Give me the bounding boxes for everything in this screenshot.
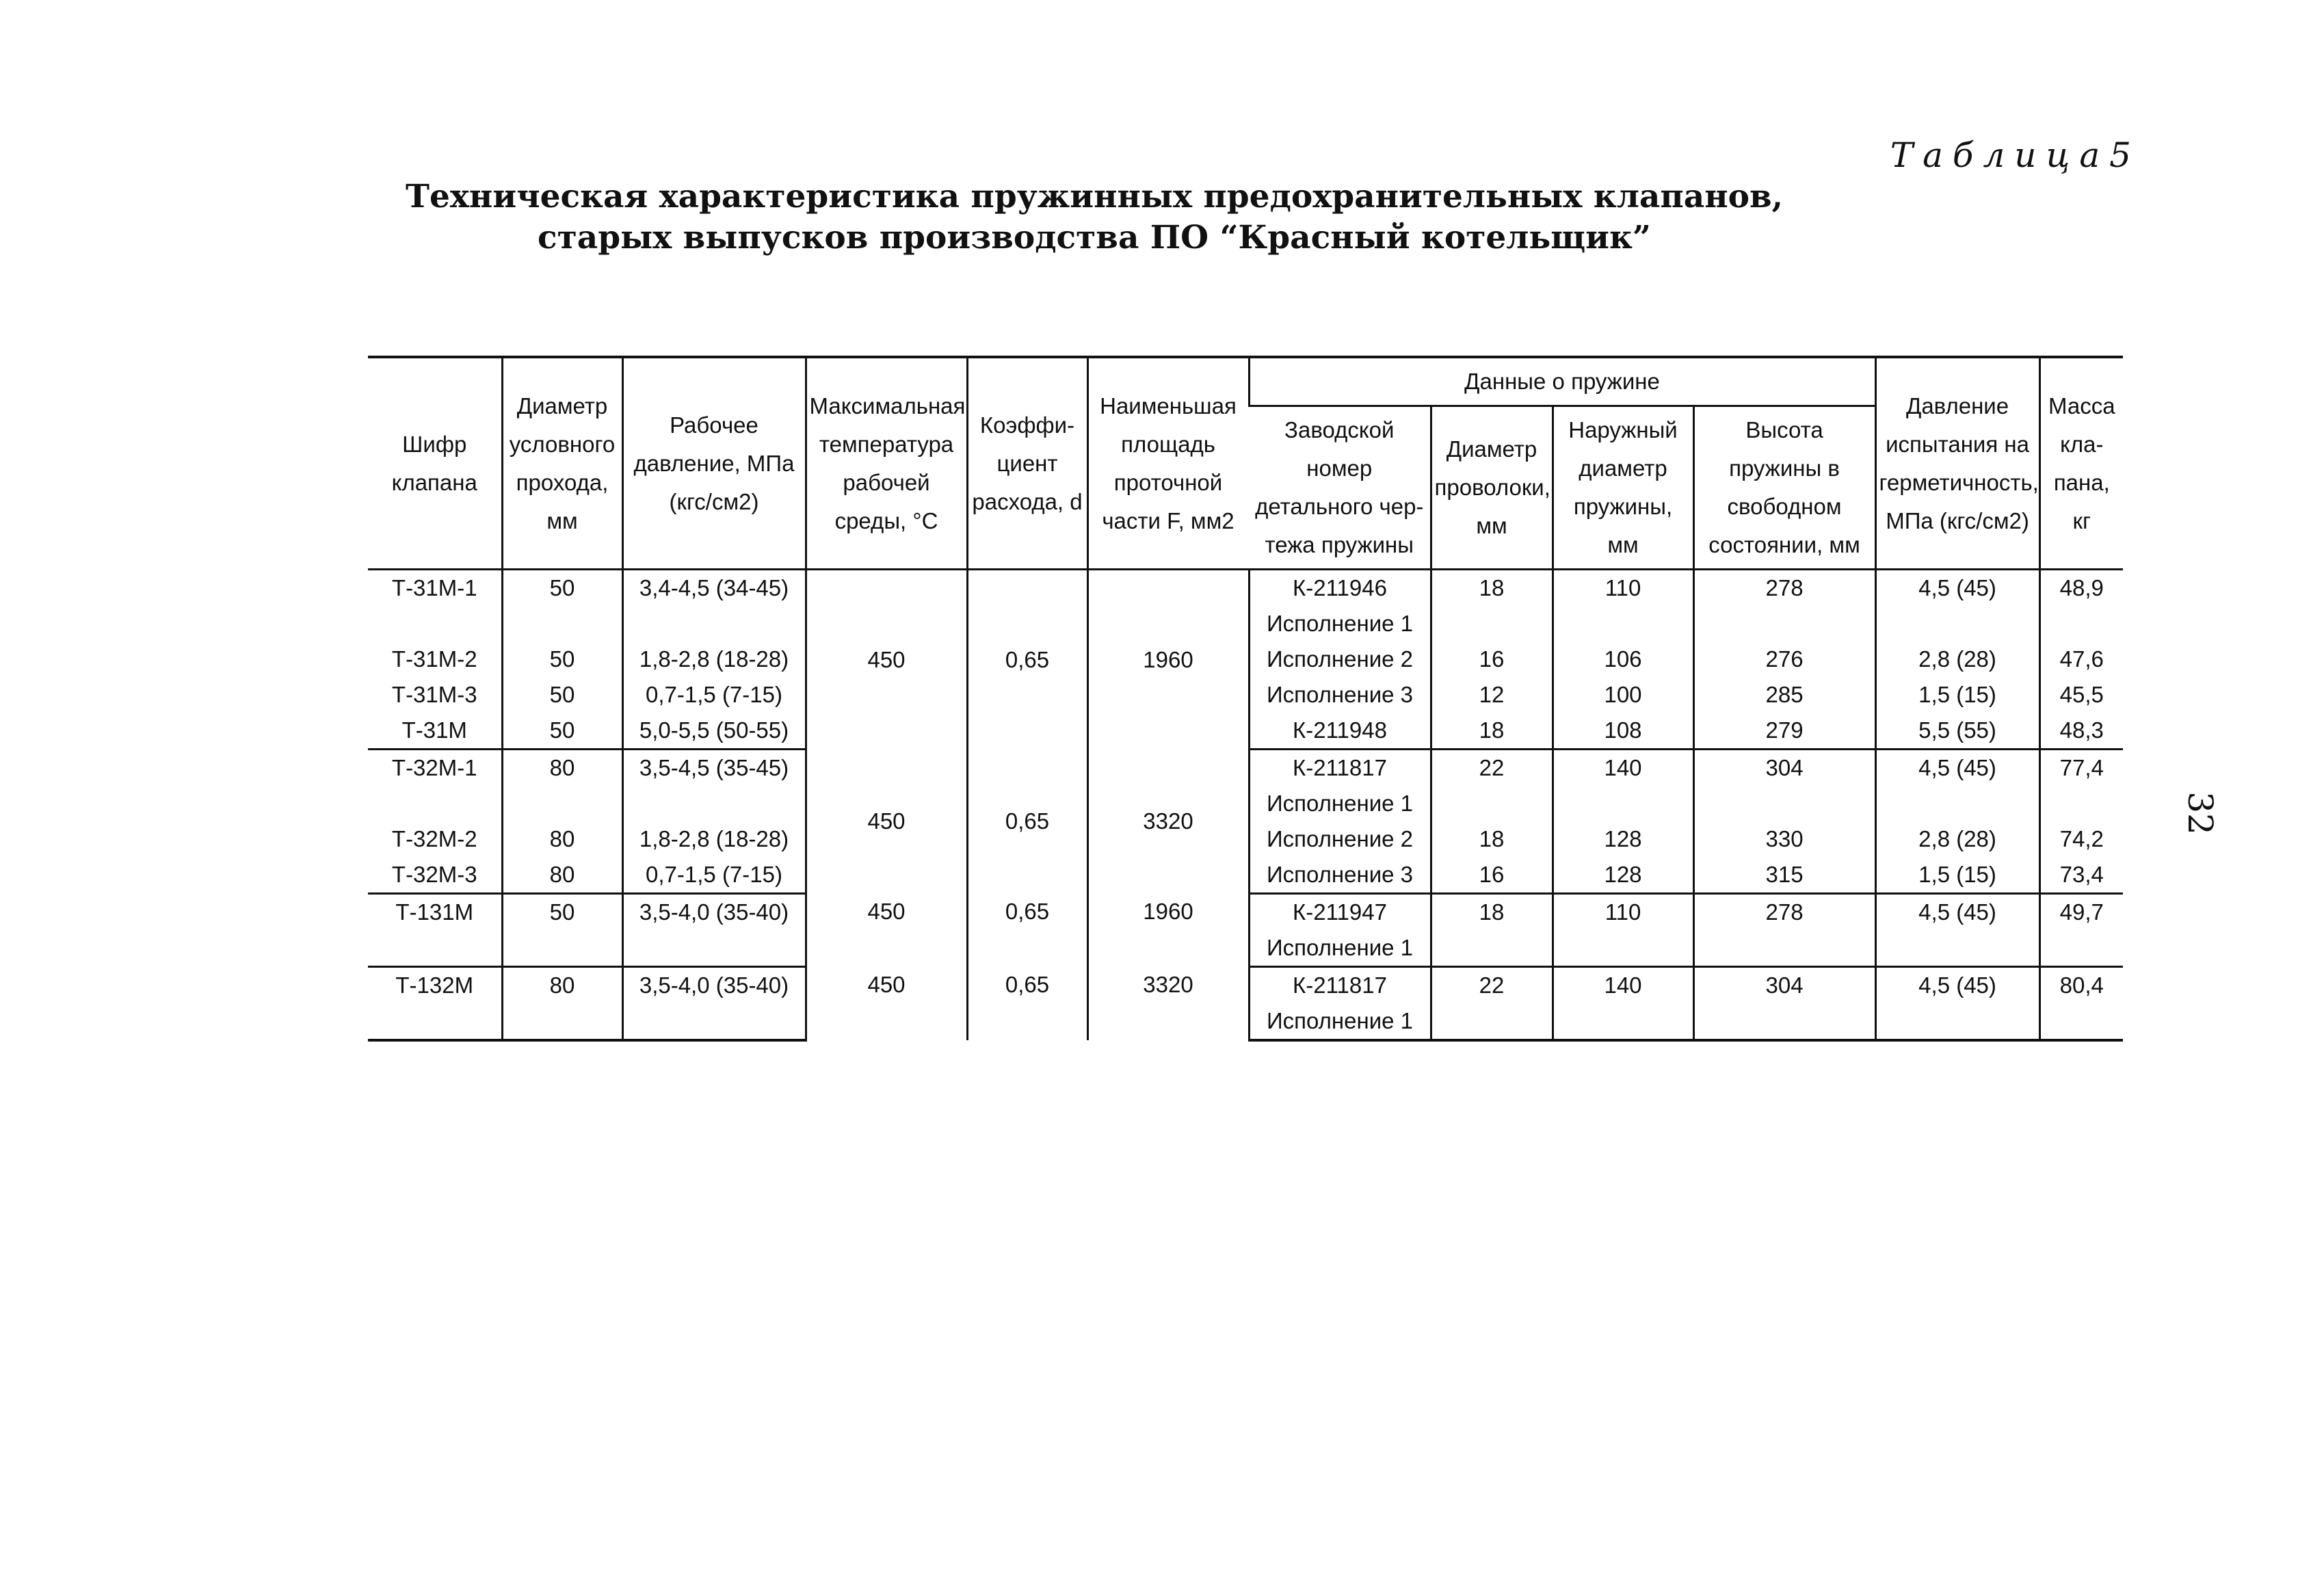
cell-height: 304 <box>1693 750 1875 786</box>
header-temperature: Максимальная температура рабочей среды, °С <box>806 357 967 570</box>
cell-mass: 49,7 <box>2039 894 2123 931</box>
cell-spring: Исполнение 1 <box>1249 930 1431 967</box>
cell-mass: 77,4 <box>2039 750 2123 786</box>
cell-code: Т-31М-2 <box>391 646 477 672</box>
cell-pressure: 3,5-4,5 (35-45) <box>622 750 806 786</box>
cell-code: Т-132М <box>395 972 474 998</box>
cell-temperature: 450 <box>806 967 967 1041</box>
cell-height <box>1693 930 1875 967</box>
cell-outer <box>1553 606 1693 641</box>
cell-test: 4,5 (45) <box>1875 750 2039 786</box>
cell-height: 285 <box>1693 677 1875 713</box>
cell-mass <box>2039 930 2123 967</box>
cell-wire: 18 <box>1431 570 1553 607</box>
cell-coefficient: 0,65 <box>967 967 1087 1041</box>
cell-mass <box>2039 606 2123 641</box>
cell-temperature: 450 <box>806 570 967 750</box>
cell-test: 1,5 (15) <box>1875 857 2039 894</box>
cell-wire: 16 <box>1431 641 1553 677</box>
cell-test: 2,8 (28) <box>1875 641 2039 677</box>
cell-code: Т-31М-3 <box>391 682 477 707</box>
cell-wire <box>1431 786 1553 821</box>
cell-test <box>1875 786 2039 821</box>
cell-pressure <box>622 786 806 821</box>
cell-mass: 48,3 <box>2039 713 2123 750</box>
cell-test <box>1875 606 2039 641</box>
cell-wire: 12 <box>1431 677 1553 713</box>
cell-test: 2,8 (28) <box>1875 821 2039 857</box>
cell-outer: 106 <box>1553 641 1693 677</box>
cell-mass <box>2039 1003 2123 1040</box>
cell-outer: 108 <box>1553 713 1693 750</box>
header-coefficient: Коэффи-циент расхода, d <box>967 357 1087 570</box>
cell-outer: 110 <box>1553 570 1693 607</box>
cell-spring: Исполнение 3 <box>1249 677 1431 713</box>
header-spring-number: Заводской номер детального чер-тежа пружины <box>1249 406 1431 570</box>
cell-outer: 140 <box>1553 750 1693 786</box>
cell-outer <box>1553 786 1693 821</box>
cell-height: 278 <box>1693 570 1875 607</box>
cell-area: 3320 <box>1087 750 1249 894</box>
table-row <box>368 570 2123 607</box>
cell-height <box>1693 1003 1875 1040</box>
cell-diameter <box>502 786 622 821</box>
table-title-line-1: Техническая характеристика пружинных предохранительных клапанов, <box>406 178 1783 215</box>
cell-spring: Исполнение 1 <box>1249 1003 1431 1040</box>
cell-test <box>1875 930 2039 967</box>
cell-pressure: 5,0-5,5 (50-55) <box>622 713 806 750</box>
cell-mass: 74,2 <box>2039 821 2123 857</box>
cell-spring: К-211817 <box>1249 750 1431 786</box>
cell-wire: 18 <box>1431 894 1553 931</box>
cell-spring: Исполнение 1 <box>1249 786 1431 821</box>
cell-pressure: 3,4-4,5 (34-45) <box>622 570 806 607</box>
cell-pressure: 3,5-4,0 (35-40) <box>622 967 806 1004</box>
header-pressure: Рабочее давление, МПа (кгс/см2) <box>622 357 806 570</box>
cell-wire <box>1431 1003 1553 1040</box>
table-row <box>368 967 2123 1004</box>
cell-spring: К-211948 <box>1249 713 1431 750</box>
cell-spring: Исполнение 3 <box>1249 857 1431 894</box>
page-number: 32 <box>2180 791 2220 835</box>
cell-wire <box>1431 606 1553 641</box>
cell-wire: 18 <box>1431 713 1553 750</box>
cell-spring: К-211946 <box>1249 570 1431 607</box>
cell-diameter: 50 <box>502 641 622 677</box>
cell-pressure: 1,8-2,8 (18-28) <box>622 821 806 857</box>
cell-code <box>368 606 502 641</box>
cell-test: 4,5 (45) <box>1875 894 2039 931</box>
cell-outer: 110 <box>1553 894 1693 931</box>
header-wire-diameter: Диаметр проволоки, мм <box>1431 406 1553 570</box>
cell-outer: 140 <box>1553 967 1693 1004</box>
cell-coefficient: 0,65 <box>967 894 1087 967</box>
cell-diameter: 50 <box>502 677 622 713</box>
cell-pressure <box>622 1003 806 1040</box>
cell-code: Т-31М <box>368 713 502 750</box>
cell-mass: 48,9 <box>2039 570 2123 607</box>
cell-code: Т-32М-3 <box>368 857 502 894</box>
cell-test: 5,5 (55) <box>1875 713 2039 750</box>
cell-code: Т-31М-1 <box>391 575 477 600</box>
cell-diameter <box>502 1003 622 1040</box>
cell-diameter: 50 <box>502 713 622 750</box>
cell-height: 276 <box>1693 641 1875 677</box>
cell-spring: К-211817 <box>1249 967 1431 1004</box>
cell-diameter: 80 <box>502 821 622 857</box>
cell-code <box>368 786 502 821</box>
table-body <box>368 570 2123 1041</box>
cell-temperature: 450 <box>806 750 967 894</box>
cell-wire <box>1431 930 1553 967</box>
cell-mass: 47,6 <box>2039 641 2123 677</box>
cell-spring: Исполнение 1 <box>1249 606 1431 641</box>
table-row <box>368 750 2123 786</box>
cell-diameter: 80 <box>502 750 622 786</box>
cell-diameter: 50 <box>502 570 622 607</box>
cell-diameter: 50 <box>502 894 622 931</box>
cell-code: Т-32М-2 <box>391 826 477 851</box>
cell-pressure: 3,5-4,0 (35-40) <box>622 894 806 931</box>
cell-coefficient: 0,65 <box>967 750 1087 894</box>
cell-spring: К-211947 <box>1249 894 1431 931</box>
cell-diameter <box>502 930 622 967</box>
cell-spring: Исполнение 2 <box>1249 641 1431 677</box>
cell-wire: 16 <box>1431 857 1553 894</box>
header-free-height: Высота пружины в свободном состоянии, мм <box>1693 406 1875 570</box>
cell-code: Т-131М <box>395 899 474 925</box>
cell-diameter <box>502 606 622 641</box>
header-code: Шифр клапана <box>368 357 502 570</box>
cell-wire: 22 <box>1431 750 1553 786</box>
table-row <box>368 894 2123 931</box>
cell-test <box>1875 1003 2039 1040</box>
cell-height <box>1693 606 1875 641</box>
cell-code <box>368 1003 502 1040</box>
cell-height: 279 <box>1693 713 1875 750</box>
cell-outer: 100 <box>1553 677 1693 713</box>
cell-wire: 22 <box>1431 967 1553 1004</box>
cell-pressure: 1,8-2,8 (18-28) <box>622 641 806 677</box>
cell-code: Т-32М-1 <box>391 755 477 780</box>
cell-height: 278 <box>1693 894 1875 931</box>
header-test-pressure: Давление испытания на герметичность, МПа (кгс/см2) <box>1875 357 2039 570</box>
cell-mass <box>2039 786 2123 821</box>
cell-spring: Исполнение 2 <box>1249 821 1431 857</box>
cell-height <box>1693 786 1875 821</box>
cell-wire: 18 <box>1431 821 1553 857</box>
header-diameter: Диаметр условного прохода, мм <box>502 357 622 570</box>
cell-pressure <box>622 606 806 641</box>
cell-code <box>368 930 502 967</box>
cell-outer <box>1553 1003 1693 1040</box>
cell-coefficient: 0,65 <box>967 570 1087 750</box>
cell-test: 4,5 (45) <box>1875 570 2039 607</box>
cell-test: 1,5 (15) <box>1875 677 2039 713</box>
cell-pressure <box>622 930 806 967</box>
cell-mass: 73,4 <box>2039 857 2123 894</box>
cell-diameter: 80 <box>502 967 622 1004</box>
cell-mass: 45,5 <box>2039 677 2123 713</box>
cell-outer: 128 <box>1553 857 1693 894</box>
header-mass: Масса кла-пана, кг <box>2039 357 2123 570</box>
cell-pressure: 0,7-1,5 (7-15) <box>622 857 806 894</box>
table-title <box>342 176 1847 259</box>
cell-area: 3320 <box>1087 967 1249 1041</box>
cell-temperature: 450 <box>806 894 967 967</box>
table-label: Таблица5 <box>1890 135 2141 175</box>
cell-diameter: 80 <box>502 857 622 894</box>
cell-area: 1960 <box>1087 894 1249 967</box>
cell-area: 1960 <box>1087 570 1249 750</box>
cell-pressure: 0,7-1,5 (7-15) <box>622 677 806 713</box>
table-title-line-2: старых выпусков производства ПО “Красный котельщик” <box>538 219 1651 256</box>
valve-spec-table <box>368 356 2123 1042</box>
cell-test: 4,5 (45) <box>1875 967 2039 1004</box>
header-area: Наименьшая площадь проточной части F, мм2 <box>1087 357 1249 570</box>
cell-outer <box>1553 930 1693 967</box>
cell-mass: 80,4 <box>2039 967 2123 1004</box>
cell-height: 304 <box>1693 967 1875 1004</box>
header-outer-diameter: Наружный диаметр пружины, мм <box>1553 406 1693 570</box>
cell-outer: 128 <box>1553 821 1693 857</box>
cell-height: 330 <box>1693 821 1875 857</box>
header-spring-group: Данные о пружине <box>1249 357 1875 406</box>
cell-height: 315 <box>1693 857 1875 894</box>
